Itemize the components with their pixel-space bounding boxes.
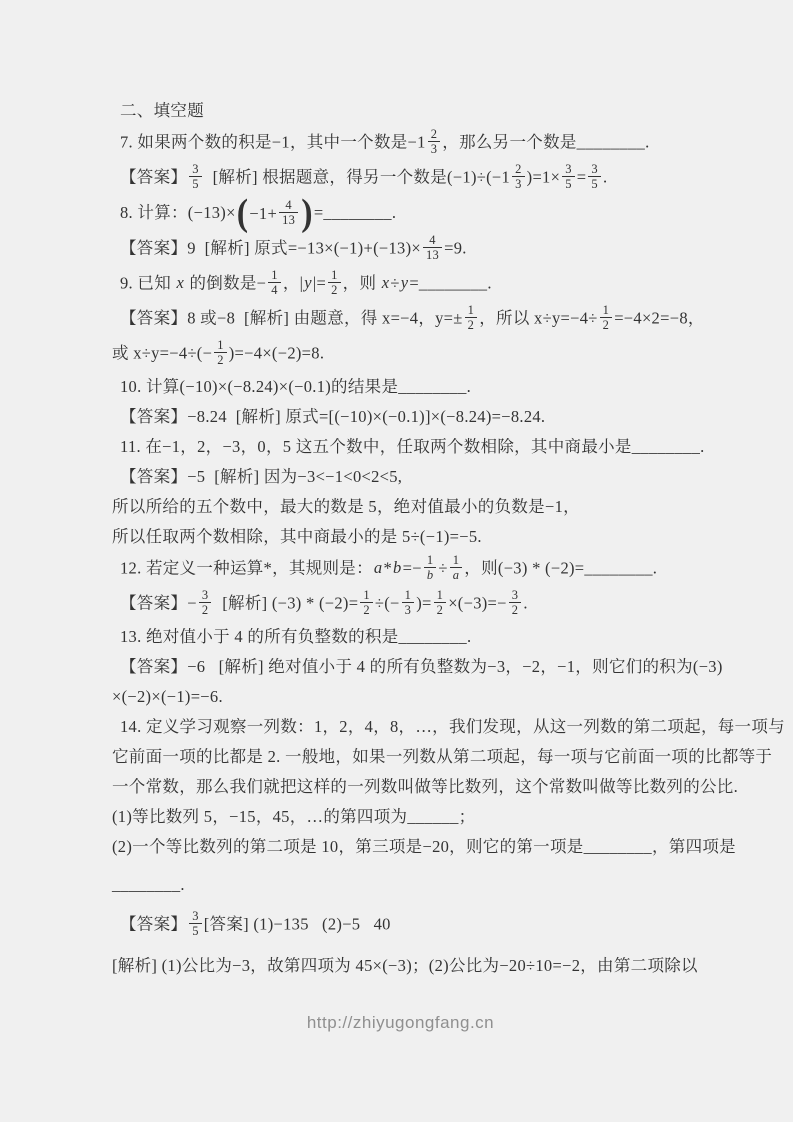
math-variable: y bbox=[400, 273, 409, 293]
math-variable: y bbox=[304, 273, 312, 293]
question-11: 11. 在−1，2，−3，0，5 这五个数中，任取两个数相除，其中商最小是________. bbox=[120, 437, 705, 456]
answer-14: 【答案】 $\frac{3}{5}$ [答案] (1)−135 (2)−5 40 bbox=[120, 909, 391, 938]
answer-9-line-1: 【答案】8 或−8 [解析] 由题意，得 x=−4，y=± $\frac{1}{2}$ ，所以 x÷y=−4÷ $\frac{1}{2}$ =−4×2=−8， bbox=[120, 303, 705, 332]
explain-14: [解析] (1)公比为−3，故第四项为 45×(−3)；(2)公比为−20÷10=−2，由第二项除以 bbox=[112, 956, 698, 975]
fraction: $\frac{1}{2}$ bbox=[214, 338, 227, 367]
question-13: 13. 绝对值小于 4 的所有负整数的积是________. bbox=[120, 627, 472, 646]
fraction: $\frac{1}{3}$ bbox=[402, 588, 415, 617]
fraction: $\frac{1}{b}$ bbox=[424, 553, 437, 582]
answer-11-line-1: 【答案】−5 [解析] 因为−3<−1<0<2<5, bbox=[120, 467, 403, 486]
answer-8: 【答案】9 [解析] 原式=−13×(−1)+(−13)× $\frac{4}{13}$ =9. bbox=[120, 233, 467, 262]
math-variable: a bbox=[373, 558, 383, 578]
math-variable: x bbox=[381, 273, 390, 293]
answer-11-line-3: 所以任取两个数相除，其中商最小的是 5÷(−1)=−5. bbox=[112, 527, 482, 546]
fraction: $\frac{1}{4}$ bbox=[268, 268, 281, 297]
answer-13-line-1: 【答案】−6 [解析] 绝对值小于 4 的所有负整数为−3，−2，−1，则它们的积为(−3) bbox=[120, 657, 723, 676]
fraction: $\frac{3}{5}$ bbox=[562, 162, 575, 191]
math-variable: b bbox=[393, 558, 402, 578]
big-paren-group: ( −1+ $\frac{4}{13}$ ) bbox=[236, 192, 313, 235]
fraction: $\frac{2}{3}$ bbox=[428, 127, 441, 156]
answer-13-line-2: ×(−2)×(−1)=−6. bbox=[112, 687, 223, 706]
section-title: 二、填空题 bbox=[120, 101, 204, 120]
question-14-line-1: 14. 定义学习观察一列数：1，2，4，8，…，我们发现，从这一列数的第二项起，每一项与 bbox=[120, 717, 785, 736]
fraction: $\frac{3}{5}$ bbox=[189, 162, 202, 191]
answer-10: 【答案】−8.24 [解析] 原式=[(−10)×(−0.1)]×(−8.24)=−8.24. bbox=[120, 407, 546, 426]
fraction: $\frac{1}{2}$ bbox=[600, 303, 613, 332]
question-12: 12. 若定义一种运算*，其规则是：a*b=− $\frac{1}{b}$ ÷ $\frac{1}{a}$ ，则(−3) * (−2)=________. bbox=[120, 553, 658, 582]
question-14-sub-2-blank: ________. bbox=[112, 875, 185, 894]
question-14-sub-1: (1)等比数列 5，−15，45，…的第四项为______； bbox=[112, 807, 476, 826]
question-14-sub-2: (2)一个等比数列的第二项是 10，第三项是−20，则它的第一项是________，第四项是 bbox=[112, 837, 736, 856]
document-lines bbox=[112, 96, 785, 981]
answer-11-line-2: 所以所给的五个数中，最大的数是 5，绝对值最小的负数是−1， bbox=[112, 497, 580, 516]
fraction: $\frac{3}{2}$ bbox=[199, 588, 212, 617]
question-14-line-3: 一个常数，那么我们就把这样的一列数叫做等比数列，这个常数叫做等比数列的公比. bbox=[112, 777, 739, 796]
question-14-line-2: 它前面一项的比都是 2. 一般地，如果一列数从第二项起，每一项与它前面一项的比都等于 bbox=[112, 747, 773, 766]
answer-12: 【答案】− $\frac{3}{2}$ [解析] (−3) * (−2)= $\frac{1}{2}$ ÷(− $\frac{1}{3}$ )= $\frac{1}{2}$ ×(−3)=− $\frac{3}{2}$ . bbox=[120, 588, 528, 617]
fraction: $\frac{1}{2}$ bbox=[328, 268, 341, 297]
fraction: $\frac{3}{5}$ bbox=[189, 909, 202, 938]
question-10: 10. 计算(−10)×(−8.24)×(−0.1)的结果是________. bbox=[120, 377, 472, 396]
fraction: $\frac{2}{3}$ bbox=[512, 162, 525, 191]
fraction: $\frac{3}{5}$ bbox=[588, 162, 601, 191]
fraction: $\frac{1}{2}$ bbox=[360, 588, 373, 617]
footer-url: http://zhiyugongfang.cn bbox=[306, 1013, 495, 1032]
question-8: 8. 计算：(−13)× ( −1+ $\frac{4}{13}$ ) =________. bbox=[120, 192, 397, 235]
fraction: $\frac{4}{13}$ bbox=[279, 198, 298, 227]
question-7: 7. 如果两个数的积是−1，其中一个数是−1 $\frac{2}{3}$ ，那么另一个数是________. bbox=[120, 127, 650, 156]
fraction: $\frac{1}{2}$ bbox=[465, 303, 478, 332]
math-variable: x bbox=[176, 273, 185, 293]
question-9: 9. 已知 x 的倒数是− $\frac{1}{4}$ ，|y|= $\frac{1}{2}$ ，则 x÷y=________. bbox=[120, 268, 492, 297]
fraction: $\frac{1}{a}$ bbox=[450, 553, 463, 582]
fraction: $\frac{1}{2}$ bbox=[434, 588, 447, 617]
fraction: $\frac{3}{2}$ bbox=[509, 588, 522, 617]
fraction: $\frac{4}{13}$ bbox=[423, 233, 442, 262]
answer-9-line-2: 或 x÷y=−4÷(− $\frac{1}{2}$ )=−4×(−2)=8. bbox=[112, 338, 325, 367]
answer-7: 【答案】 $\frac{3}{5}$ [解析] 根据题意，得另一个数是(−1)÷(−1 $\frac{2}{3}$ )=1× $\frac{3}{5}$ = $\frac{3}{5}$ . bbox=[120, 162, 608, 191]
